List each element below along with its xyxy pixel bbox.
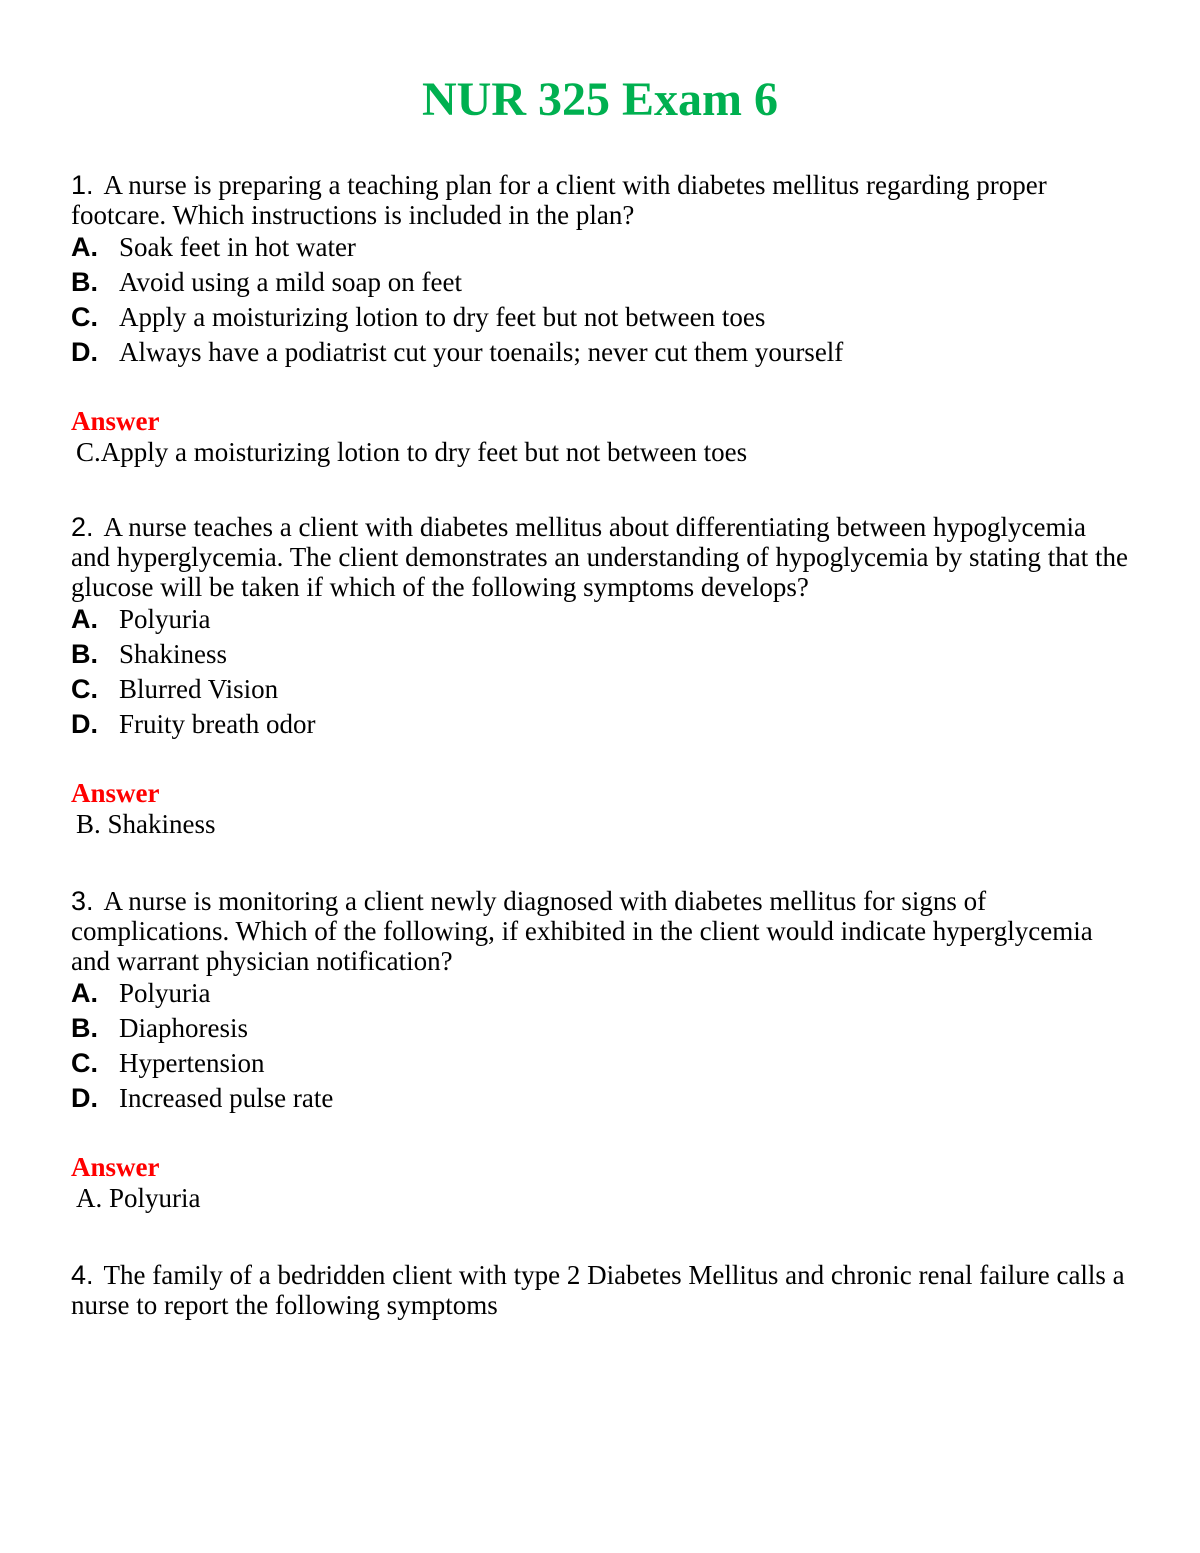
option-text: Increased pulse rate: [119, 1083, 334, 1113]
option-letter: C.: [71, 1048, 98, 1078]
option-d: [71, 335, 1131, 370]
option-b: [71, 1011, 1131, 1046]
option-text: Always have a podiatrist cut your toenails; never cut them yourself: [119, 337, 844, 367]
answer-text: C.Apply a moisturizing lotion to dry feet but not between toes: [76, 437, 748, 467]
option-letter: D.: [71, 337, 98, 367]
option-a: [71, 602, 1131, 637]
question-number: 3.: [71, 886, 94, 916]
option-letter: A.: [71, 604, 98, 634]
question-text: A nurse teaches a client with diabetes mellitus about differentiating between hypoglycemia and hyperglycemia. The client demonstrates an understanding of hypoglycemia by stating that the glucose will be taken if which of the following symptoms develops?: [71, 512, 1128, 602]
option-letter: B.: [71, 1013, 98, 1043]
answer-label: Answer: [71, 406, 160, 436]
option-a: [71, 976, 1131, 1011]
question-3: [71, 886, 1131, 1214]
answer-text: A. Polyuria: [76, 1183, 201, 1213]
question-stem: [71, 886, 1131, 976]
question-number: 2.: [71, 512, 94, 542]
question-stem: [71, 1260, 1131, 1320]
question-1: [71, 170, 1131, 468]
question-stem: [71, 512, 1131, 602]
option-letter: D.: [71, 1083, 98, 1113]
option-b: [71, 637, 1131, 672]
option-text: Hypertension: [119, 1048, 265, 1078]
option-text: Polyuria: [119, 978, 211, 1008]
option-letter: C.: [71, 674, 98, 704]
question-text: A nurse is preparing a teaching plan for a client with diabetes mellitus regarding proper footcare. Which instructions is included in the plan?: [71, 170, 1047, 230]
option-text: Soak feet in hot water: [119, 232, 356, 262]
option-c: [71, 1046, 1131, 1081]
option-d: [71, 707, 1131, 742]
option-text: Avoid using a mild soap on feet: [119, 267, 462, 297]
option-text: Polyuria: [119, 604, 211, 634]
question-text: The family of a bedridden client with type 2 Diabetes Mellitus and chronic renal failure calls a nurse to report the following symptoms: [71, 1260, 1125, 1320]
option-text: Blurred Vision: [119, 674, 279, 704]
option-d: [71, 1081, 1131, 1116]
question-text: A nurse is monitoring a client newly diagnosed with diabetes mellitus for signs of complications. Which of the following, if exhibited in the client would indicate hyperglycemia and warrant physician notification?: [71, 886, 1093, 976]
page-title: NUR 325 Exam 6: [422, 73, 778, 126]
option-text: Fruity breath odor: [119, 709, 316, 739]
option-letter: D.: [71, 709, 98, 739]
question-2: [71, 512, 1131, 840]
option-c: [71, 672, 1131, 707]
option-letter: B.: [71, 639, 98, 669]
answer-text: B. Shakiness: [76, 809, 216, 839]
answer-label: Answer: [71, 1152, 160, 1182]
option-a: [71, 230, 1131, 265]
option-b: [71, 265, 1131, 300]
question-number: 1.: [71, 170, 94, 200]
option-text: Apply a moisturizing lotion to dry feet but not between toes: [119, 302, 766, 332]
question-stem: [71, 170, 1131, 230]
question-4: [71, 1260, 1131, 1320]
question-number: 4.: [71, 1260, 94, 1290]
answer-label: Answer: [71, 778, 160, 808]
option-c: [71, 300, 1131, 335]
option-text: Diaphoresis: [119, 1013, 248, 1043]
option-letter: B.: [71, 267, 98, 297]
option-letter: A.: [71, 232, 98, 262]
option-letter: C.: [71, 302, 98, 332]
option-text: Shakiness: [119, 639, 227, 669]
option-letter: A.: [71, 978, 98, 1008]
